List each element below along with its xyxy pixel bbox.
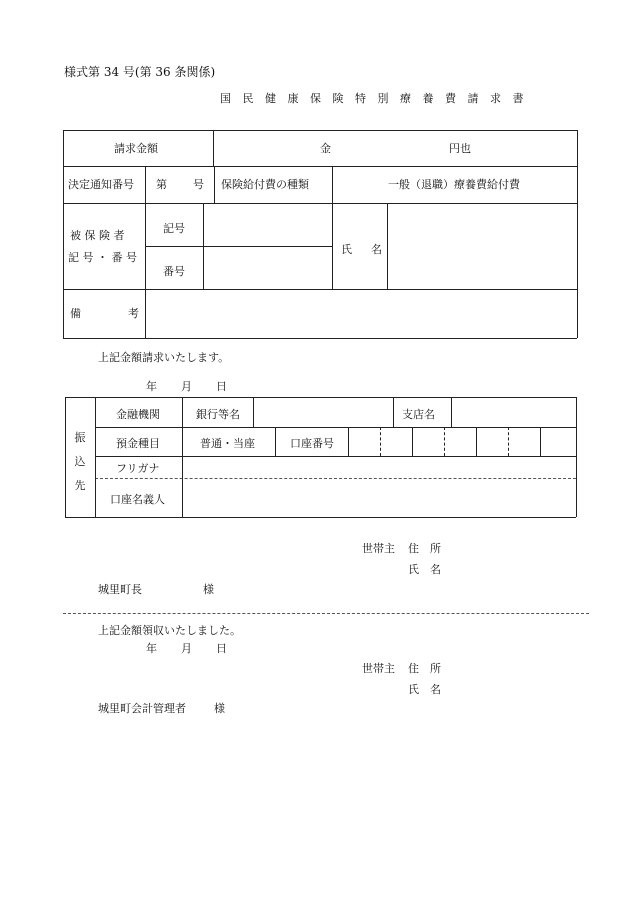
applicant1-address: 住 所	[408, 542, 441, 555]
dai-label: 第	[156, 178, 167, 191]
insured-label-line1: 被 保 険 者	[70, 229, 125, 242]
shi-label: 氏	[341, 243, 352, 256]
applicant2-address: 住 所	[408, 662, 441, 675]
account-number-label: 口座番号	[290, 437, 334, 450]
bank-name-label: 銀行等名	[196, 408, 240, 421]
mayor-label: 城里町長	[98, 583, 142, 596]
insured-label-line2: 記 号 ・ 番 号	[68, 251, 137, 264]
furigana-label: フリガナ	[116, 462, 160, 475]
accountant-label: 城里町会計管理者	[98, 702, 186, 715]
benefit-type-value: 一般（退職）療養費給付費	[388, 178, 520, 191]
date2-month: 月	[181, 642, 192, 655]
kigou-label: 記号	[163, 222, 185, 235]
receipt-statement: 上記金額領収いたしました。	[98, 624, 241, 637]
mei-label: 名	[371, 243, 382, 256]
yen-label: 円也	[449, 142, 471, 155]
transfer-side-label-3: 先	[74, 479, 86, 492]
applicant2-head: 世帯主	[362, 662, 395, 675]
claim-amount-label: 請求金額	[114, 142, 158, 155]
date2-year: 年	[146, 642, 157, 655]
deposit-type-value: 普通・当座	[200, 437, 255, 450]
transfer-side-label-2: 込	[74, 455, 86, 468]
branch-label: 支店名	[402, 408, 435, 421]
mayor-sama: 様	[203, 583, 214, 596]
cut-line	[63, 613, 589, 614]
account-holder-label: 口座名義人	[110, 493, 165, 506]
date1-month: 月	[181, 380, 192, 393]
benefit-type-label: 保険給付費の種類	[221, 178, 309, 191]
kin-label: 金	[320, 142, 331, 155]
date1-day: 日	[216, 380, 227, 393]
date2-day: 日	[216, 642, 227, 655]
gou-label: 号	[193, 178, 204, 191]
date1-year: 年	[146, 380, 157, 393]
applicant2-name: 氏 名	[408, 683, 441, 696]
applicant1-name: 氏 名	[408, 563, 441, 576]
applicant1-head: 世帯主	[362, 542, 395, 555]
remarks-label-1: 備	[70, 307, 81, 320]
form-number: 様式第 34 号(第 36 条関係)	[64, 65, 216, 79]
transfer-side-label-1: 振	[74, 431, 86, 444]
claim-statement: 上記金額請求いたします。	[98, 351, 230, 364]
decision-number-label: 決定通知番号	[68, 178, 134, 191]
accountant-sama: 様	[214, 702, 225, 715]
bangou-label: 番号	[163, 265, 185, 278]
bank-label: 金融機関	[116, 408, 160, 421]
remarks-label-2: 考	[128, 307, 139, 320]
page-title: 国 民 健 康 保 険 特 別 療 養 費 請 求 書	[220, 92, 528, 105]
deposit-type-label: 預金種目	[116, 437, 160, 450]
